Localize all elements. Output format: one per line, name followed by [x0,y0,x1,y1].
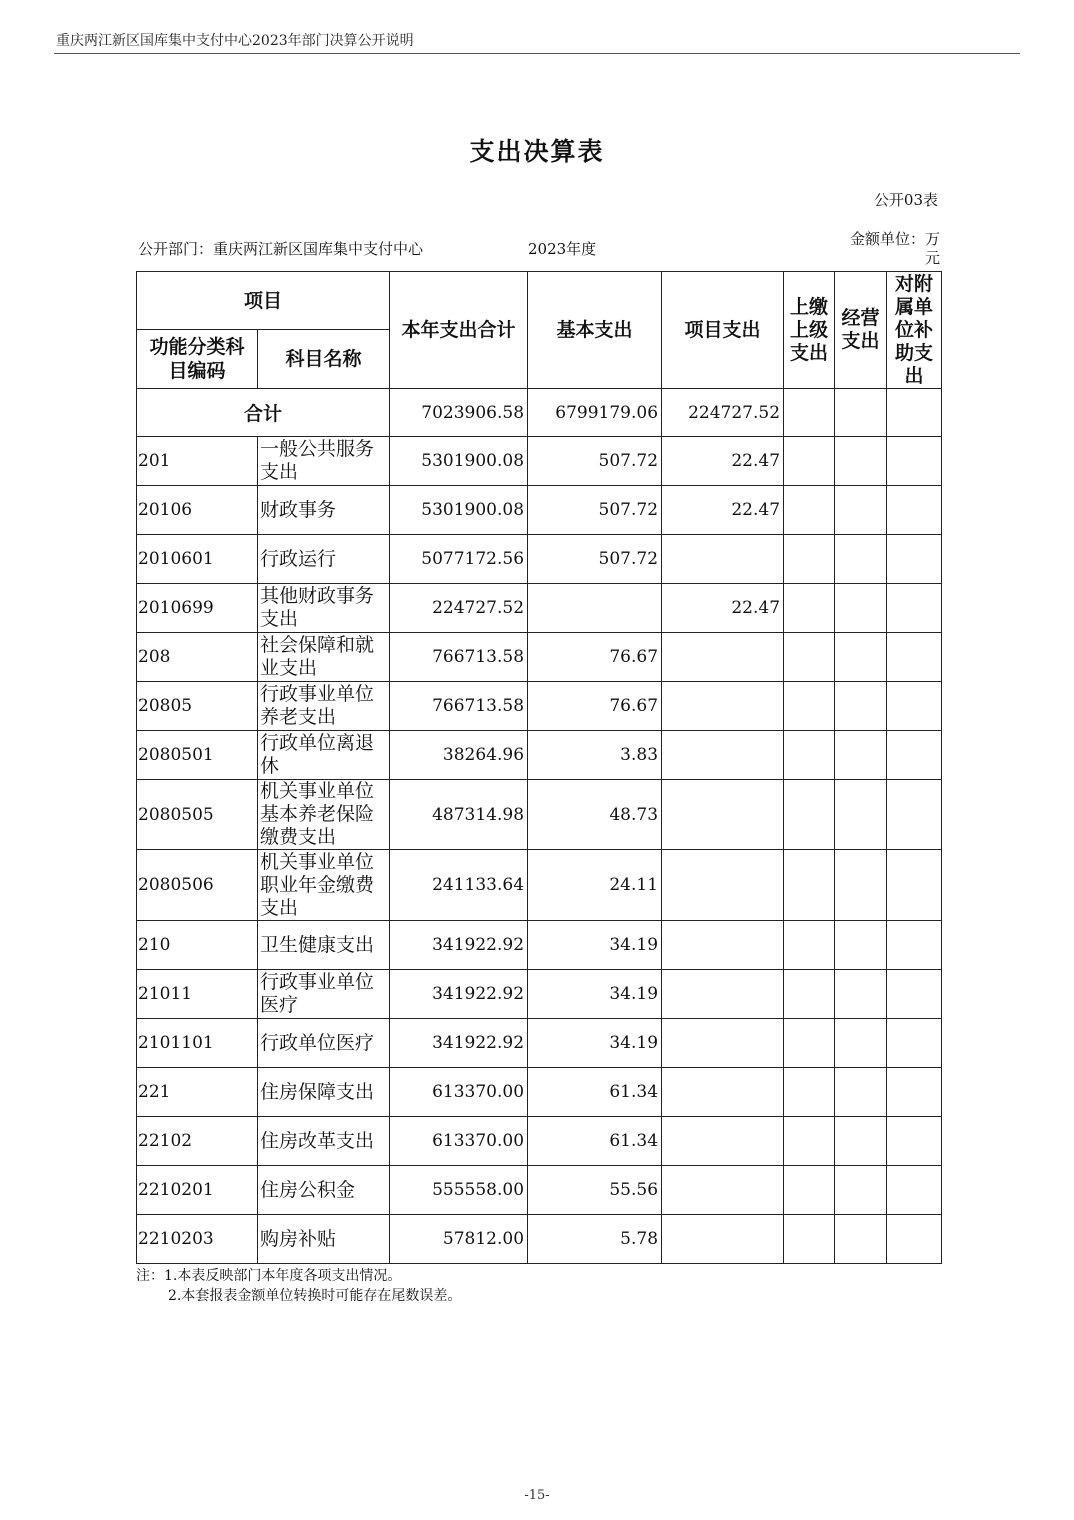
row-basic: 48.73 [528,780,662,850]
row-upper [784,633,835,682]
row-upper [784,731,835,780]
row-subsidy [887,731,942,780]
row-code: 21011 [137,970,258,1019]
row-code: 2010601 [137,535,258,584]
table-row [137,437,942,486]
row-business [835,1117,887,1166]
page-title: 支出决算表 [469,137,605,166]
row-project [662,1019,784,1068]
row-total: 555558.00 [390,1166,528,1215]
table-number: 公开03表 [873,191,938,209]
row-total: 487314.98 [390,780,528,850]
row-code: 2080506 [137,850,258,921]
table-row [137,780,942,850]
department-label: 公开部门：重庆两江新区国库集中支付中心 [138,240,424,258]
row-code: 2210203 [137,1215,258,1264]
row-project [662,850,784,921]
row-basic: 76.67 [528,682,662,731]
table-row [137,584,942,633]
row-basic: 34.19 [528,921,662,970]
row-upper [784,1215,835,1264]
row-business [835,970,887,1019]
row-total: 613370.00 [390,1068,528,1117]
table-row [137,535,942,584]
row-project [662,921,784,970]
row-total: 224727.52 [390,584,528,633]
total-row-total: 7023906.58 [390,389,528,437]
row-upper [784,437,835,486]
row-subsidy [887,486,942,535]
row-project: 22.47 [662,437,784,486]
fiscal-year: 2023年度 [528,240,597,258]
table-row [137,850,942,921]
header-row-1 [137,272,942,330]
row-total: 766713.58 [390,682,528,731]
row-subsidy [887,850,942,921]
row-business [835,633,887,682]
header-rule [54,53,1020,54]
row-project [662,731,784,780]
row-subsidy [887,535,942,584]
amount-unit-line2: 元 [924,249,940,267]
total-row-business [835,389,887,437]
row-name: 机关事业单位职业年金缴费支出 [258,850,390,921]
row-business [835,780,887,850]
row-code: 20805 [137,682,258,731]
row-code: 208 [137,633,258,682]
row-total: 341922.92 [390,1019,528,1068]
row-business [835,584,887,633]
row-total: 241133.64 [390,850,528,921]
row-basic: 34.19 [528,1019,662,1068]
row-upper [784,1117,835,1166]
header-name: 科目名称 [258,330,390,389]
row-basic: 61.34 [528,1068,662,1117]
total-row [137,389,942,437]
row-total: 5301900.08 [390,437,528,486]
amount-unit [838,230,940,268]
row-business [835,682,887,731]
header-item: 项目 [137,272,390,330]
table-row [137,1117,942,1166]
row-subsidy [887,1166,942,1215]
row-name: 住房保障支出 [258,1068,390,1117]
row-total: 341922.92 [390,921,528,970]
row-project [662,682,784,731]
row-total: 38264.96 [390,731,528,780]
header-code: 功能分类科目编码 [137,330,258,389]
row-upper [784,1166,835,1215]
row-project [662,633,784,682]
row-code: 2210201 [137,1166,258,1215]
row-code: 2010699 [137,584,258,633]
row-project [662,970,784,1019]
row-upper [784,921,835,970]
running-header: 重庆两江新区国库集中支付中心2023年部门决算公开说明 [56,33,414,49]
header-total: 本年支出合计 [390,272,528,389]
row-name: 财政事务 [258,486,390,535]
table-row [137,1068,942,1117]
row-business [835,437,887,486]
row-subsidy [887,1215,942,1264]
row-basic: 24.11 [528,850,662,921]
table-row [137,633,942,682]
row-name: 卫生健康支出 [258,921,390,970]
row-code: 20106 [137,486,258,535]
row-total: 766713.58 [390,633,528,682]
row-name: 住房公积金 [258,1166,390,1215]
row-total: 341922.92 [390,970,528,1019]
table-row [137,1215,942,1264]
row-subsidy [887,780,942,850]
row-basic: 5.78 [528,1215,662,1264]
row-name: 行政事业单位养老支出 [258,682,390,731]
row-upper [784,535,835,584]
table-row [137,921,942,970]
notes [136,1266,461,1306]
row-upper [784,682,835,731]
row-upper [784,584,835,633]
row-code: 2080501 [137,731,258,780]
row-business [835,535,887,584]
row-total: 5077172.56 [390,535,528,584]
header-project: 项目支出 [662,272,784,389]
header-business: 经营支出 [835,272,887,389]
row-project [662,1215,784,1264]
row-project [662,1117,784,1166]
row-code: 221 [137,1068,258,1117]
row-name: 购房补贴 [258,1215,390,1264]
row-subsidy [887,1019,942,1068]
note-1: 注：1.本表反映部门本年度各项支出情况。 [136,1268,402,1284]
row-name: 行政运行 [258,535,390,584]
total-row-basic: 6799179.06 [528,389,662,437]
row-code: 2101101 [137,1019,258,1068]
row-code: 22102 [137,1117,258,1166]
row-business [835,1019,887,1068]
row-upper [784,850,835,921]
row-business [835,850,887,921]
row-business [835,1068,887,1117]
row-upper [784,970,835,1019]
row-code: 2080505 [137,780,258,850]
row-basic: 3.83 [528,731,662,780]
total-row-upper [784,389,835,437]
row-upper [784,1068,835,1117]
header-basic: 基本支出 [528,272,662,389]
row-name: 行政单位医疗 [258,1019,390,1068]
row-name: 住房改革支出 [258,1117,390,1166]
row-basic: 507.72 [528,486,662,535]
table-row [137,1019,942,1068]
row-basic: 507.72 [528,535,662,584]
row-project [662,1068,784,1117]
header-subsidy: 对附属单位补助支出 [887,272,942,389]
row-business [835,1215,887,1264]
row-upper [784,780,835,850]
total-row-project: 224727.52 [662,389,784,437]
expenditure-table [136,271,942,1264]
row-basic [528,584,662,633]
row-project: 22.47 [662,584,784,633]
table-row [137,682,942,731]
row-subsidy [887,970,942,1019]
row-subsidy [887,633,942,682]
row-project [662,535,784,584]
table-row [137,1166,942,1215]
row-subsidy [887,921,942,970]
row-business [835,921,887,970]
total-label: 合计 [137,389,390,437]
row-name: 行政事业单位医疗 [258,970,390,1019]
row-upper [784,486,835,535]
table-row [137,731,942,780]
row-name: 其他财政事务支出 [258,584,390,633]
row-name: 机关事业单位基本养老保险缴费支出 [258,780,390,850]
row-project: 22.47 [662,486,784,535]
total-row-subsidy [887,389,942,437]
row-total: 57812.00 [390,1215,528,1264]
row-subsidy [887,437,942,486]
row-subsidy [887,682,942,731]
row-business [835,486,887,535]
row-basic: 34.19 [528,970,662,1019]
page-number: -15- [524,1488,550,1503]
row-business [835,731,887,780]
row-upper [784,1019,835,1068]
row-name: 一般公共服务支出 [258,437,390,486]
row-basic: 61.34 [528,1117,662,1166]
row-subsidy [887,584,942,633]
row-name: 行政单位离退休 [258,731,390,780]
row-code: 201 [137,437,258,486]
row-project [662,780,784,850]
row-total: 613370.00 [390,1117,528,1166]
row-basic: 507.72 [528,437,662,486]
row-basic: 55.56 [528,1166,662,1215]
row-business [835,1166,887,1215]
table-row [137,486,942,535]
amount-unit-line1: 金额单位：万 [849,230,940,248]
row-total: 5301900.08 [390,486,528,535]
row-code: 210 [137,921,258,970]
row-subsidy [887,1068,942,1117]
note-2: 2.本套报表金额单位转换时可能存在尾数误差。 [168,1288,462,1304]
table-row [137,970,942,1019]
header-upper: 上缴上级支出 [784,272,835,389]
row-subsidy [887,1117,942,1166]
row-name: 社会保障和就业支出 [258,633,390,682]
row-project [662,1166,784,1215]
row-basic: 76.67 [528,633,662,682]
